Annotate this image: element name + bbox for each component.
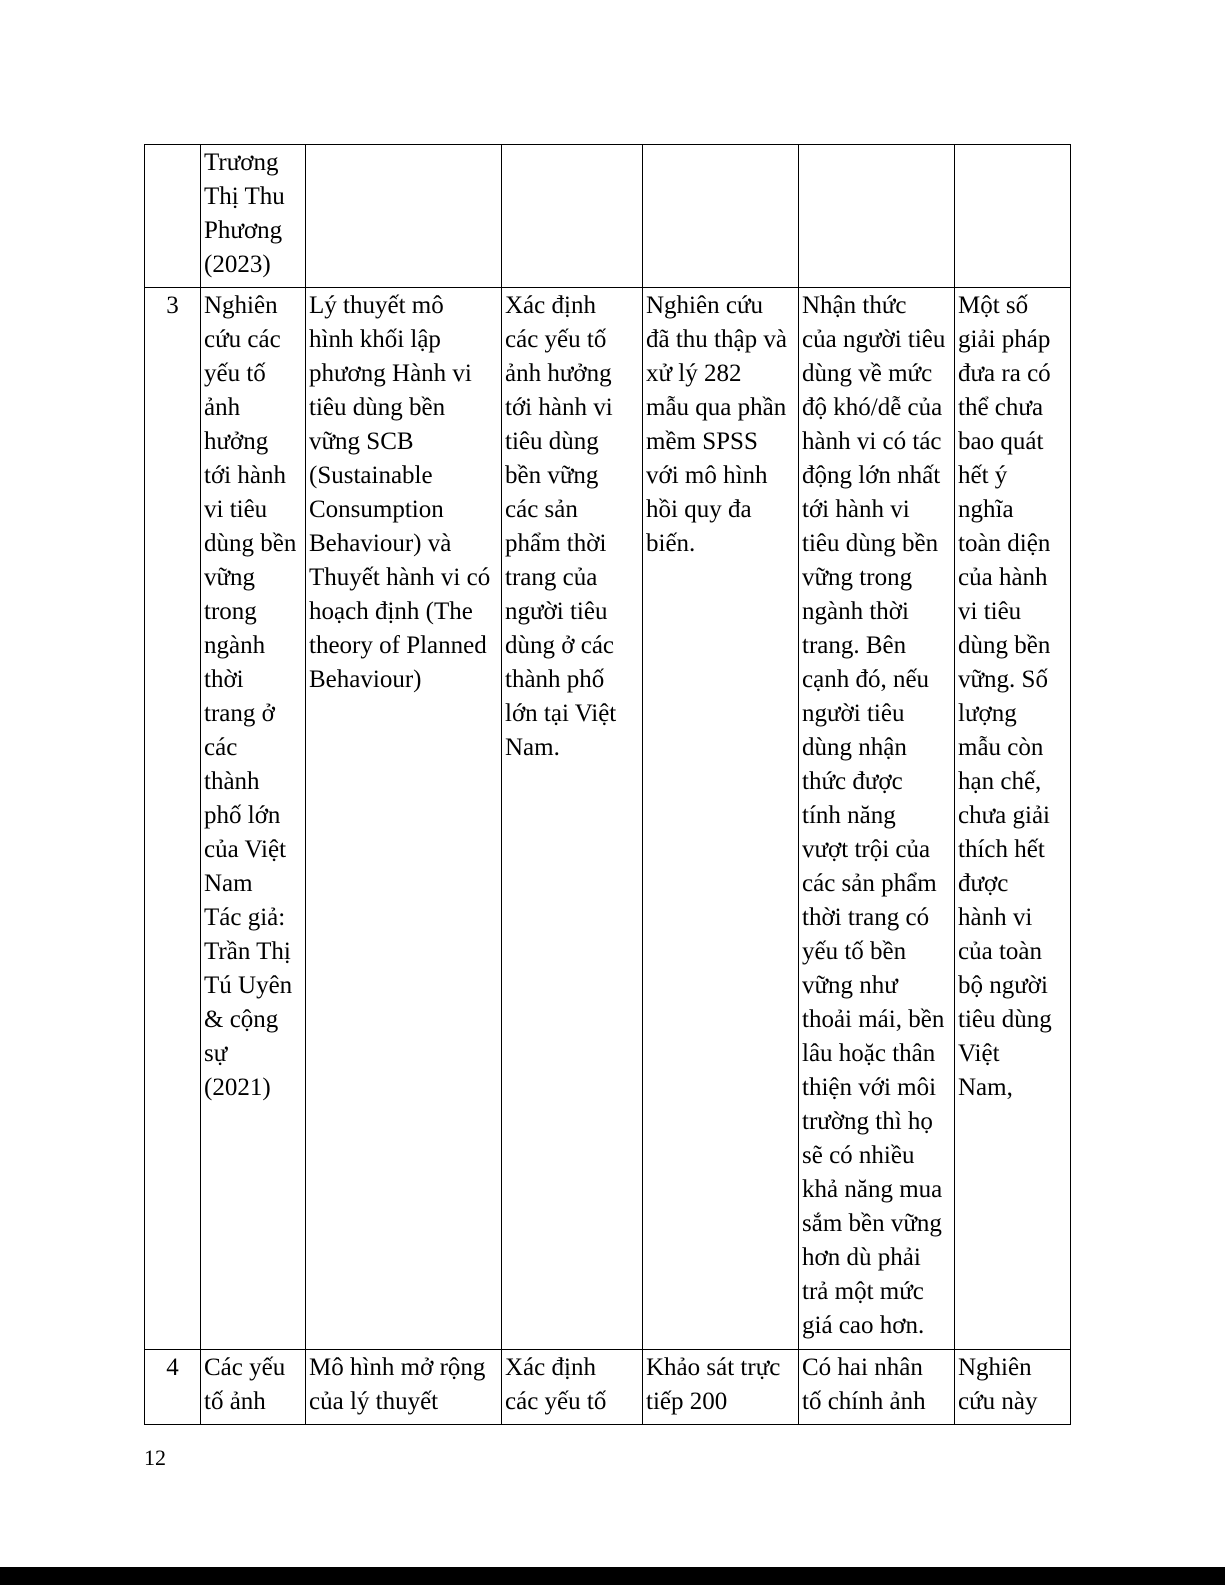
- cell-findings: Có hai nhân tố chính ảnh: [799, 1350, 955, 1425]
- cell-no: 4: [145, 1350, 201, 1425]
- cell-findings: Nhận thức của người tiêu dùng về mức độ khó/dễ của hành vi có tác động lớn nhất tới hành vi tiêu dùng bền vững trong ngành thời trang. Bên cạnh đó, nếu người tiêu dùng nhận thức được tính năng vượt trội của các sản phẩm thời trang có yếu tố bền vững như thoải mái, bền lâu hoặc thân thiện với môi trường thì họ sẽ có nhiều khả năng mua sắm bền vững hơn dù phải trả một mức giá cao hơn.: [799, 288, 955, 1350]
- cell-objective: Xác định các yếu tố ảnh hưởng tới hành vi tiêu dùng bền vững các sản phẩm thời trang của người tiêu dùng ở các thành phố lớn tại Việt Nam.: [502, 288, 643, 1350]
- cell-limitations: [955, 145, 1071, 288]
- cell-findings: [799, 145, 955, 288]
- cell-objective: [502, 145, 643, 288]
- cell-limitations: Một số giải pháp đưa ra có thể chưa bao quát hết ý nghĩa toàn diện của hành vi tiêu dùng bền vững. Số lượng mẫu còn hạn chế, chưa giải thích hết được hành vi của toàn bộ người tiêu dùng Việt Nam,: [955, 288, 1071, 1350]
- cell-theory: Lý thuyết mô hình khối lập phương Hành vi tiêu dùng bền vững SCB (Sustainable Consumption Behaviour) và Thuyết hành vi có hoạch định (The theory of Planned Behaviour): [306, 288, 502, 1350]
- cell-method: Nghiên cứu đã thu thập và xử lý 282 mẫu qua phần mềm SPSS với mô hình hồi quy đa biến.: [643, 288, 799, 1350]
- cell-title: Nghiên cứu các yếu tố ảnh hưởng tới hành vi tiêu dùng bền vững trong ngành thời trang ở các thành phố lớn của Việt Nam Tác giả: Trần Thị Tú Uyên & cộng sự (2021): [201, 288, 306, 1350]
- cell-no: 3: [145, 288, 201, 1350]
- table-row: [145, 145, 1071, 288]
- page-number: 12: [144, 1445, 166, 1470]
- cell-title: Trương Thị Thu Phương (2023): [201, 145, 306, 288]
- cell-method: Khảo sát trực tiếp 200: [643, 1350, 799, 1425]
- cell-title: Các yếu tố ảnh: [201, 1350, 306, 1425]
- bottom-edge-bar: [0, 1567, 1225, 1585]
- cell-method: [643, 145, 799, 288]
- cell-objective: Xác định các yếu tố: [502, 1350, 643, 1425]
- table-row: [145, 288, 1071, 1350]
- cell-theory: [306, 145, 502, 288]
- cell-theory: Mô hình mở rộng của lý thuyết: [306, 1350, 502, 1425]
- cell-limitations: Nghiên cứu này: [955, 1350, 1071, 1425]
- table-row: [145, 1350, 1071, 1425]
- literature-review-table: [144, 144, 1071, 1425]
- cell-no: [145, 145, 201, 288]
